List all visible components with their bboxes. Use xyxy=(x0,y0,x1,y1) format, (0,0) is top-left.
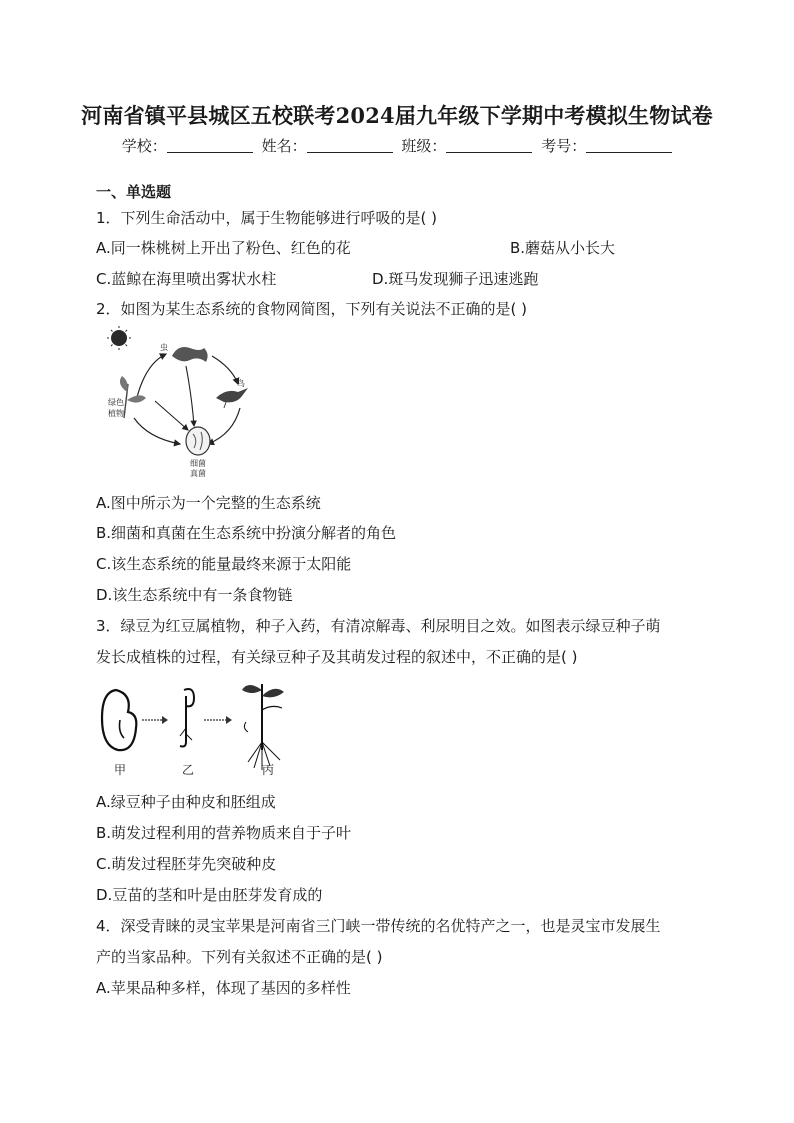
question-1-option-b: B.蘑菇从小长大 xyxy=(510,239,616,257)
question-1-option-d: D.斑马发现狮子迅速逃跑 xyxy=(372,270,539,288)
sun-icon xyxy=(107,326,131,350)
label-stage-a: 甲 xyxy=(114,763,127,777)
label-plant-2: 植物 xyxy=(108,409,124,418)
question-3-option-b: B.萌发过程利用的营养物质来自于子叶 xyxy=(96,824,352,842)
question-3-option-c: C.萌发过程胚芽先突破种皮 xyxy=(96,855,277,873)
info-number-blank[interactable] xyxy=(586,138,672,153)
info-number-label: 考号： xyxy=(541,137,587,155)
label-insect: 虫 xyxy=(160,343,168,352)
insect-icon xyxy=(172,347,208,362)
question-2-option-c: C.该生态系统的能量最终来源于太阳能 xyxy=(96,555,352,573)
question-4-option-a: A.苹果品种多样，体现了基因的多样性 xyxy=(96,979,351,997)
info-name-blank[interactable] xyxy=(307,138,393,153)
label-decomposer-1: 细菌 xyxy=(190,459,206,468)
food-web-figure xyxy=(100,326,260,478)
info-name-label: 姓名： xyxy=(261,137,307,155)
info-class-label: 班级： xyxy=(401,137,447,155)
section-heading: 一、单选题 xyxy=(96,183,172,201)
question-1-option-a: A.同一株桃树上开出了粉色、红色的花 xyxy=(96,239,351,257)
info-class-blank[interactable] xyxy=(446,138,532,153)
question-4-stem-line-1: 4．深受青睐的灵宝苹果是河南省三门峡一带传统的名优特产之一，也是灵宝市发展生 xyxy=(96,917,661,935)
bacteria-fungi-icon xyxy=(186,427,210,455)
question-4-stem-line-2: 产的当家品种。下列有关叙述不正确的是( ) xyxy=(96,948,383,966)
question-1-stem: 1．下列生命活动中，属于生物能够进行呼吸的是( ) xyxy=(96,209,438,227)
question-2-option-b: B.细菌和真菌在生态系统中扮演分解者的角色 xyxy=(96,524,397,542)
info-school-blank[interactable] xyxy=(167,138,253,153)
label-bird: 鸟 xyxy=(237,379,245,388)
germination-figure xyxy=(96,676,296,778)
exam-title: 河南省镇平县城区五校联考2024届九年级下学期中考模拟生物试卷 xyxy=(81,103,713,128)
label-stage-c: 丙 xyxy=(262,763,275,777)
question-2-stem: 2．如图为某生态系统的食物网简图，下列有关说法不正确的是( ) xyxy=(96,300,528,318)
label-plant-1: 绿色 xyxy=(108,398,124,407)
student-info-row xyxy=(0,135,794,156)
question-2-option-d: D.该生态系统中有一条食物链 xyxy=(96,586,293,604)
bird-icon xyxy=(216,388,248,408)
question-2-option-a: A.图中所示为一个完整的生态系统 xyxy=(96,494,321,512)
info-school-label: 学校： xyxy=(121,137,167,155)
question-3-stem-line-1: 3．绿豆为红豆属植物，种子入药，有清凉解毒、利尿明目之效。如图表示绿豆种子萌 xyxy=(96,617,661,635)
label-decomposer-2: 真菌 xyxy=(190,469,206,478)
label-stage-b: 乙 xyxy=(182,763,195,777)
question-3-stem-line-2: 发长成植株的过程，有关绿豆种子及其萌发过程的叙述中，不正确的是( ) xyxy=(96,648,578,666)
question-3-option-d: D.豆苗的茎和叶是由胚芽发育成的 xyxy=(96,886,323,904)
question-1-option-c: C.蓝鲸在海里喷出雾状水柱 xyxy=(96,270,277,288)
question-3-option-a: A.绿豆种子由种皮和胚组成 xyxy=(96,793,276,811)
